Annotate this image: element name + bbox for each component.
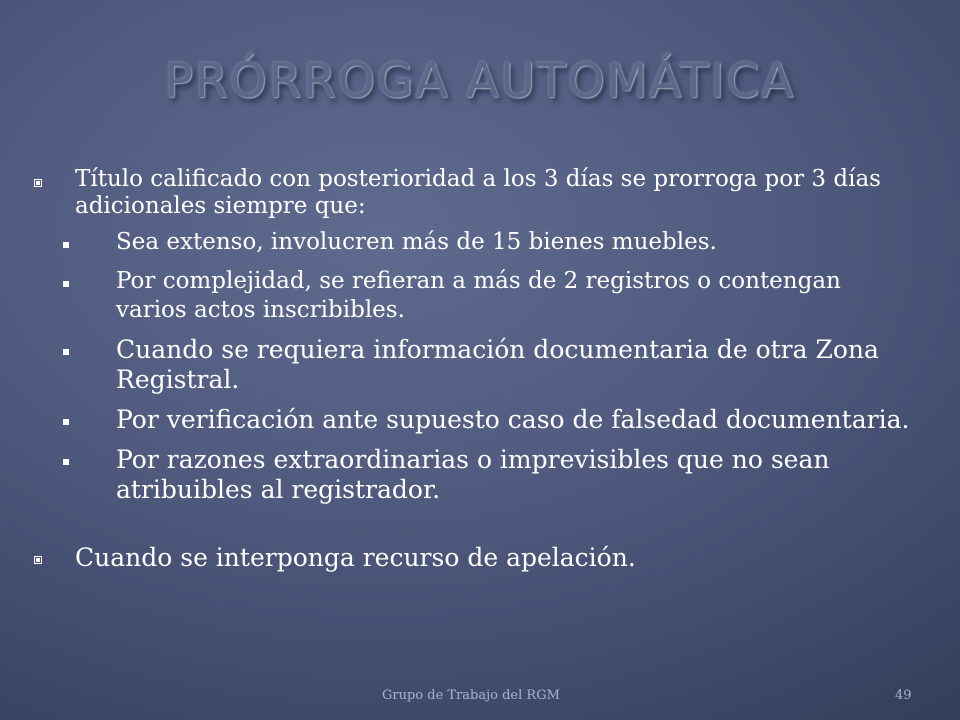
filled-square-bullet-icon [63, 242, 69, 248]
sub-bullet-item [34, 405, 914, 435]
filled-square-bullet-icon [63, 349, 69, 355]
bullet-item [34, 543, 914, 573]
bullet-text: Por complejidad, se refieran a más de 2 registros o contengan varios actos inscribibles. [116, 268, 841, 323]
slide-title: PRÓRROGA AUTOMÁTICA [164, 54, 796, 109]
sub-bullet-item [34, 228, 914, 257]
bullet-text: Cuando se requiera información documentaria de otra Zona Registral. [116, 335, 879, 394]
bullet-list [34, 166, 914, 573]
sub-bullet-item [34, 445, 914, 505]
filled-square-bullet-icon [63, 459, 69, 465]
bullet-text: Cuando se interponga recurso de apelación. [75, 543, 636, 572]
square-bullet-icon [34, 556, 42, 564]
page-number: 49 [895, 688, 912, 703]
sub-bullet-item [34, 267, 914, 325]
bullet-text: Título calificado con posterioridad a los 3 días se prorroga por 3 días adicionales siempre que: [75, 166, 881, 219]
filled-square-bullet-icon [63, 281, 69, 287]
bullet-text: Por verificación ante supuesto caso de falsedad documentaria. [116, 405, 910, 434]
square-bullet-icon [34, 179, 42, 187]
sub-bullet-item [34, 335, 914, 395]
bullet-text: Por razones extraordinarias o imprevisibles que no sean atribuibles al registrador. [116, 445, 830, 504]
footer-text: Grupo de Trabajo del RGM [382, 688, 560, 703]
filled-square-bullet-icon [63, 419, 69, 425]
bullet-item [34, 166, 914, 220]
bullet-text: Sea extenso, involucren más de 15 bienes muebles. [116, 229, 717, 255]
